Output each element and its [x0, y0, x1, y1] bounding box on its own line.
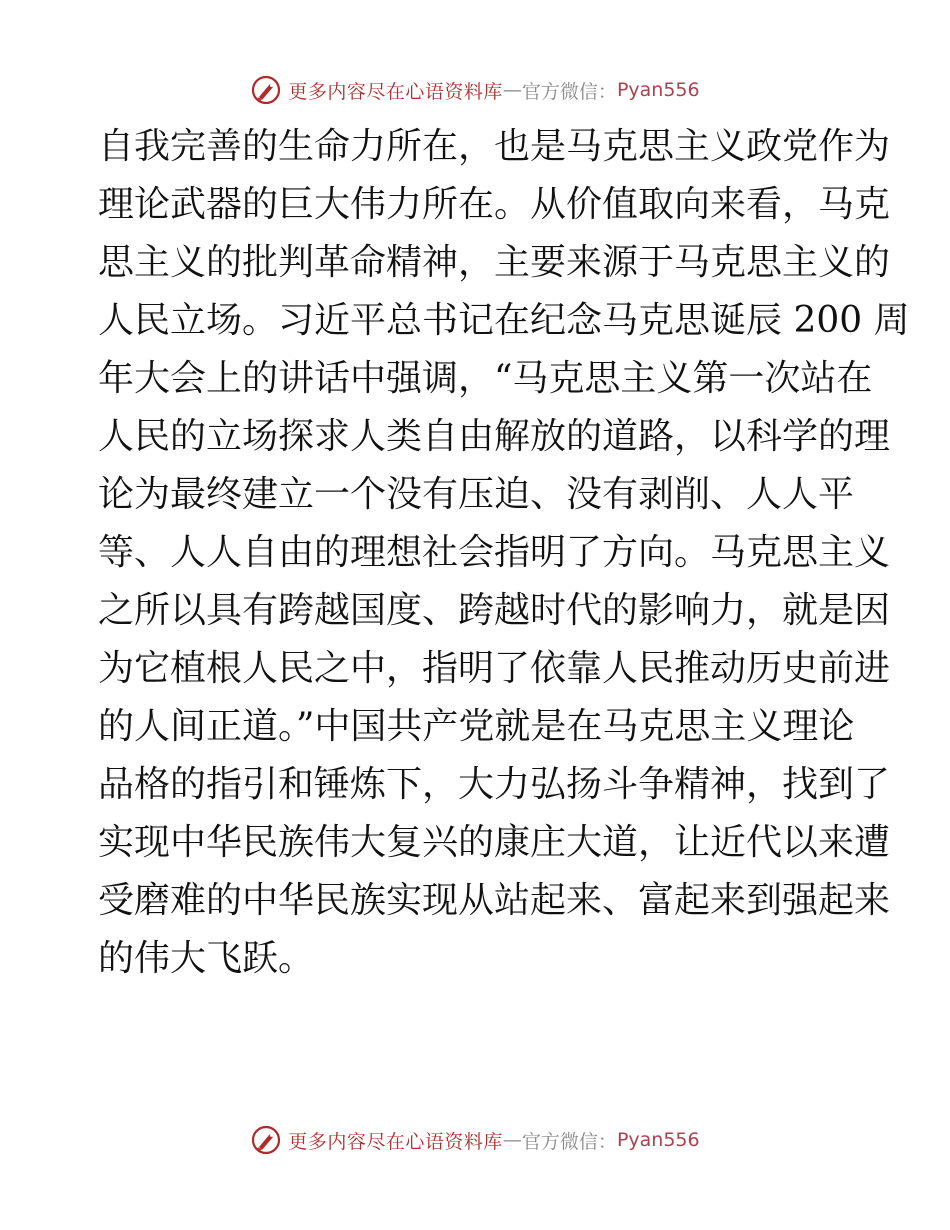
text-line: 品格的指引和锤炼下，大力弘扬斗争精神，找到了	[98, 764, 891, 805]
text-line: 年大会上的讲话中强调，“马克思主义第一次站在	[98, 358, 873, 399]
watermark-brand-text: 更多内容尽在心语资料库	[288, 1130, 503, 1153]
document-body	[98, 118, 910, 988]
watermark-wechat-id: Pyan556	[616, 79, 700, 101]
text-line: 受磨难的中华民族实现从站起来、富起来到强起来	[98, 880, 891, 921]
text-line: 理论武器的巨大伟力所在。从价值取向来看，马克	[98, 184, 891, 225]
text-line: 人民的立场探求人类自由解放的道路，以科学的理	[98, 416, 891, 457]
watermark-official-label: 官方微信：	[521, 80, 617, 103]
watermark-separator: —	[502, 1129, 522, 1151]
text-line: 的人间正道。”中国共产党就是在马克思主义理论	[98, 706, 855, 747]
text-line: 等、人人自由的理想社会指明了方向。马克思主义	[98, 532, 891, 573]
watermark-separator: —	[502, 79, 522, 101]
text-line: 之所以具有跨越国度、跨越时代的影响力，就是因	[98, 590, 891, 631]
text-line: 为它植根人民之中，指明了依靠人民推动历史前进	[98, 648, 891, 689]
watermark-brand-text: 更多内容尽在心语资料库	[288, 80, 503, 103]
footer-watermark	[0, 1122, 950, 1158]
text-line: 人民立场。习近平总书记在纪念马克思诞辰 200 周	[98, 300, 910, 341]
text-line: 论为最终建立一个没有压迫、没有剥削、人人平	[98, 474, 855, 515]
pen-nib-circle-icon	[250, 74, 282, 106]
text-line: 实现中华民族伟大复兴的康庄大道，让近代以来遭	[98, 822, 891, 863]
text-line: 的伟大飞跃。	[98, 938, 315, 979]
text-line: 自我完善的生命力所在，也是马克思主义政党作为	[98, 126, 891, 167]
header-watermark	[0, 72, 950, 108]
pen-nib-circle-icon	[250, 1124, 282, 1156]
watermark-official-label: 官方微信：	[521, 1130, 617, 1153]
text-line: 思主义的批判革命精神，主要来源于马克思主义的	[98, 242, 891, 283]
watermark-wechat-id: Pyan556	[616, 1129, 700, 1151]
